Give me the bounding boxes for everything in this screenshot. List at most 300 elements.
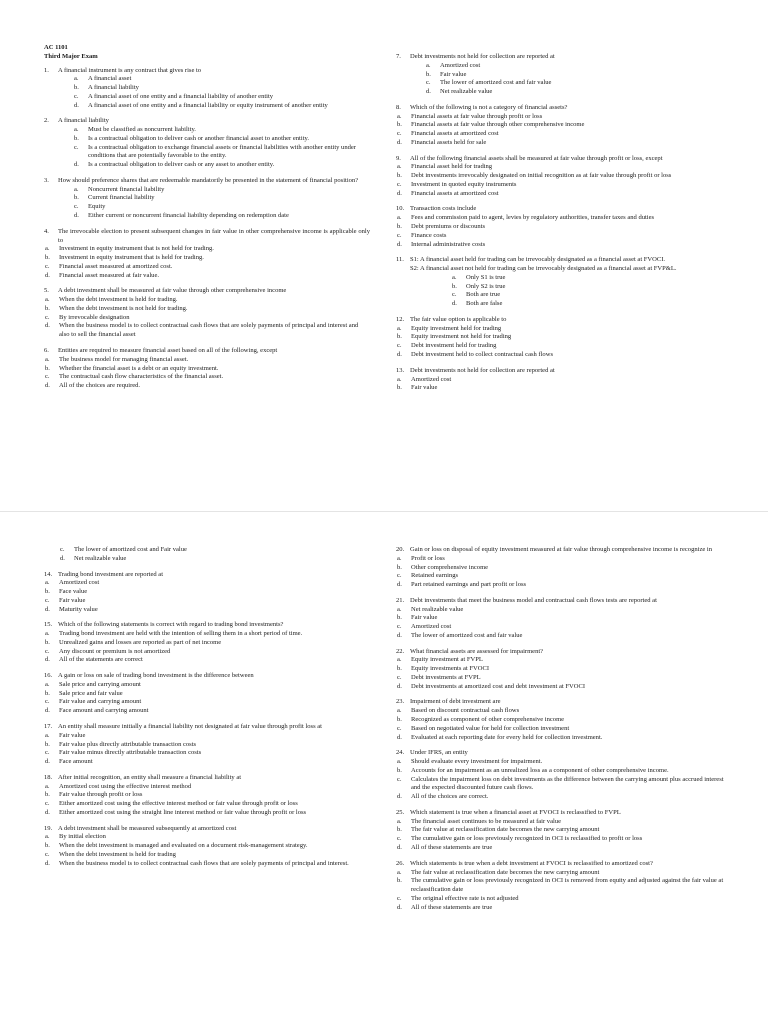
option-text: The fair value at reclassification date becomes the new carrying amount	[411, 868, 600, 876]
option-text: Either amortized cost using the straight line interest method or fair value through profit or loss	[59, 808, 307, 816]
option-letter: b.	[397, 333, 402, 341]
page1-left-column	[44, 44, 370, 398]
option-text: When the business model is to collect contractual cash flows that are solely payments of principal and interest and also to sell the financial asset	[59, 322, 359, 339]
answer-option	[44, 851, 370, 860]
option-text: Amortized cost using the effective interest method	[59, 782, 192, 790]
answer-options	[44, 186, 370, 221]
answer-options	[396, 113, 726, 148]
option-text: All of these statements are true	[411, 903, 493, 911]
question-number: 9.	[396, 154, 401, 162]
option-letter: b.	[397, 877, 402, 885]
question-text: How should preference shares that are redeemable mandatorily be presented in the statement of financial position?	[58, 176, 359, 184]
option-text: Financial assets at amortized cost	[411, 189, 499, 197]
answer-option	[44, 758, 370, 767]
question-stem	[44, 571, 370, 580]
question-item	[396, 809, 726, 853]
option-letter: a.	[45, 782, 50, 790]
option-text: Retained earnings	[411, 572, 459, 580]
answer-option	[396, 274, 726, 283]
question-text: Which statement is true when a financial asset at FVOCI is reclassified to FVPL	[410, 808, 621, 816]
answer-options	[396, 376, 726, 394]
answer-option	[396, 113, 726, 122]
question-number: 26.	[396, 859, 405, 867]
answer-option	[44, 373, 370, 382]
option-letter: c.	[45, 749, 50, 757]
option-text: Calculates the impairment loss on debt investments as the difference between the carrying amount plus accrued interest and the expected discounted future cash flows.	[411, 775, 724, 792]
option-text: Fair value	[411, 384, 438, 392]
question-stem	[44, 774, 370, 783]
answer-option	[44, 296, 370, 305]
question-item	[44, 672, 370, 716]
option-letter: c.	[397, 835, 402, 843]
answer-option	[44, 272, 370, 281]
question-number: 23.	[396, 698, 405, 706]
answer-option	[44, 75, 370, 84]
option-letter: c.	[74, 92, 79, 100]
question-item	[44, 228, 370, 281]
option-text: Equity investments at FVOCI	[411, 665, 490, 673]
option-text: Both are true	[466, 291, 501, 299]
option-letter: d.	[397, 189, 402, 197]
question-number: 2.	[44, 117, 49, 125]
answer-option	[44, 186, 370, 195]
option-text: Either current or noncurrent financial liability depending on redemption date	[88, 212, 289, 220]
question-text: What financial assets are assessed for impairment?	[410, 647, 544, 655]
option-letter: b.	[74, 194, 79, 202]
option-letter: d.	[397, 631, 402, 639]
option-letter: d.	[397, 240, 402, 248]
answer-option	[44, 126, 370, 135]
option-text: Is a contractual obligation to deliver cash or any asset to another entity.	[88, 161, 275, 169]
option-letter: d.	[397, 682, 402, 690]
answer-options	[396, 758, 726, 802]
option-letter: d.	[426, 88, 431, 96]
answer-option	[396, 181, 726, 190]
answer-option	[396, 172, 726, 181]
option-letter: d.	[45, 859, 50, 867]
option-text: Unrealized gains and losses are reported as part of net income	[59, 638, 222, 646]
answer-options	[396, 274, 726, 309]
option-letter: d.	[397, 350, 402, 358]
option-letter: d.	[74, 101, 79, 109]
option-text: Fair value	[59, 596, 86, 604]
option-letter: c.	[74, 143, 79, 151]
answer-option	[396, 88, 726, 97]
answer-option	[44, 597, 370, 606]
option-letter: a.	[45, 355, 50, 363]
option-letter: a.	[397, 605, 402, 613]
answer-option	[396, 877, 726, 895]
question-list	[44, 546, 370, 869]
question-number: 3.	[44, 176, 49, 184]
option-letter: b.	[397, 223, 402, 231]
answer-option	[396, 818, 726, 827]
option-text: The lower of amortized cost and fair value	[440, 79, 552, 87]
option-letter: d.	[397, 733, 402, 741]
question-stem	[396, 316, 726, 325]
option-letter: b.	[45, 842, 50, 850]
answer-option	[396, 614, 726, 623]
option-text: Debt investments at amortized cost and debt investment at FVOCI	[411, 682, 586, 690]
answer-option	[396, 351, 726, 360]
answer-option	[44, 365, 370, 374]
option-text: Equity	[88, 203, 106, 211]
option-letter: c.	[397, 231, 402, 239]
option-letter: b.	[397, 766, 402, 774]
question-number: 12.	[396, 315, 405, 323]
question-number: 21.	[396, 596, 405, 604]
question-list	[396, 53, 726, 393]
question-item	[396, 749, 726, 802]
option-text: When the debt investment is not held for trading.	[59, 304, 188, 312]
answer-option	[44, 212, 370, 221]
option-text: Financial assets at amortized cost	[411, 130, 499, 138]
option-text: Financial asset measured at amortized cost.	[59, 262, 173, 270]
answer-option	[396, 163, 726, 172]
option-letter: a.	[45, 296, 50, 304]
answer-option	[44, 84, 370, 93]
question-item	[396, 53, 726, 97]
question-stem	[396, 698, 726, 707]
option-text: Equity investment at FVPL	[411, 656, 483, 664]
question-stem	[44, 287, 370, 296]
question-stem	[44, 228, 370, 246]
answer-options	[396, 656, 726, 691]
option-text: All of the choices are required.	[59, 382, 141, 390]
option-letter: a.	[397, 554, 402, 562]
option-text: The business model for managing financial asset.	[59, 355, 189, 363]
answer-option	[44, 254, 370, 263]
question-item	[396, 597, 726, 641]
option-letter: a.	[45, 833, 50, 841]
option-text: Net realizable value	[411, 605, 464, 613]
option-letter: d.	[45, 322, 50, 330]
answer-option	[44, 245, 370, 254]
page1-right-column	[396, 53, 726, 400]
option-text: Fair value	[411, 614, 438, 622]
option-letter: a.	[74, 75, 79, 83]
option-text: Must be classified as noncurrent liability.	[88, 126, 196, 134]
option-letter: a.	[397, 324, 402, 332]
option-letter: c.	[45, 596, 50, 604]
option-text: Amortized cost	[59, 579, 100, 587]
answer-option	[44, 800, 370, 809]
answer-option	[396, 665, 726, 674]
answer-options	[396, 606, 726, 641]
answer-option	[44, 194, 370, 203]
option-letter: d.	[397, 138, 402, 146]
option-text: Debt investment held to collect contractual cash flows	[411, 350, 553, 358]
answer-options	[44, 630, 370, 665]
option-letter: c.	[397, 724, 402, 732]
question-text: Under IFRS, an entity	[410, 749, 468, 757]
option-text: Face value	[59, 588, 88, 596]
question-number: 8.	[396, 103, 401, 111]
option-text: Fees and commission paid to agent, levies by regulatory authorities, transfer taxes and duties	[411, 214, 655, 222]
question-item	[396, 860, 726, 913]
option-text: Any discount or premium is not amortized	[59, 647, 171, 655]
question-text: Debt investments that meet the business model and contractual cash flows tests are reported at	[410, 596, 657, 604]
option-letter: c.	[45, 850, 50, 858]
option-text: Financial asset held for trading	[411, 163, 493, 171]
answer-options	[396, 163, 726, 198]
option-letter: b.	[45, 588, 50, 596]
question-text: An entity shall measure initially a financial liability not designated at fair value through profit loss at	[58, 723, 322, 731]
answer-option	[44, 606, 370, 615]
answer-option	[396, 835, 726, 844]
question-text: Trading bond investment are reported at	[58, 570, 164, 578]
option-text: Profit or loss	[411, 554, 445, 562]
option-letter: c.	[45, 647, 50, 655]
option-letter: b.	[397, 665, 402, 673]
question-stem	[396, 367, 726, 376]
question-item	[44, 621, 370, 665]
option-letter: b.	[45, 638, 50, 646]
option-text: Internal administrative costs	[411, 240, 486, 248]
option-letter: c.	[397, 673, 402, 681]
option-text: Based on discount contractual cash flows	[411, 707, 520, 715]
answer-option	[396, 376, 726, 385]
question-stem	[44, 825, 370, 834]
answer-option	[396, 734, 726, 743]
answer-options	[44, 732, 370, 767]
option-letter: a.	[397, 868, 402, 876]
question-text: Which statements is true when a debt investment at FVOCI is reclassified to amortized cost?	[410, 859, 653, 867]
answer-option	[44, 656, 370, 665]
question-stem	[396, 648, 726, 657]
option-text: Part retained earnings and part profit or loss	[411, 581, 527, 589]
question-stem	[396, 860, 726, 869]
question-number: 17.	[44, 723, 53, 731]
option-text: Financial asset measured at fair value.	[59, 271, 159, 279]
option-letter: a.	[74, 126, 79, 134]
answer-options	[44, 783, 370, 818]
answer-option	[44, 732, 370, 741]
answer-option	[44, 382, 370, 391]
answer-option	[44, 322, 370, 340]
answer-option	[396, 291, 726, 300]
option-text: The lower of amortized cost and Fair value	[74, 546, 187, 553]
answer-option	[44, 135, 370, 144]
question-item	[396, 205, 726, 249]
option-text: By initial election	[59, 833, 106, 841]
answer-option	[396, 283, 726, 292]
answer-option	[396, 232, 726, 241]
option-letter: a.	[397, 817, 402, 825]
question-item	[396, 155, 726, 199]
question-stem	[396, 205, 726, 214]
answer-option	[396, 632, 726, 641]
answer-option	[396, 325, 726, 334]
option-text: The financial asset continues to be measured at fair value	[411, 817, 561, 825]
option-text: A financial asset	[88, 75, 132, 83]
answer-option	[396, 190, 726, 199]
answer-options	[396, 818, 726, 853]
answer-options	[396, 62, 726, 97]
answer-option	[396, 333, 726, 342]
question-stem	[396, 597, 726, 606]
question-item	[396, 256, 726, 309]
option-text: When the debt investment is held for trading	[59, 850, 176, 858]
option-text: The cumulative gain or loss previously recognized in OCI is reclassified to profit or loss	[411, 835, 643, 843]
option-letter: a.	[397, 112, 402, 120]
option-text: The lower of amortized cost and fair value	[411, 631, 523, 639]
answer-option	[44, 833, 370, 842]
option-text: Both are false	[466, 300, 503, 308]
question-item	[44, 287, 370, 340]
option-text: Accounts for an impairment as an unrealized loss as a component of other comprehensive income.	[411, 766, 669, 774]
option-text: Debt investments at FVPL	[411, 673, 481, 681]
option-text: Investment in equity instrument that is held for trading.	[59, 254, 204, 262]
answer-option	[44, 842, 370, 851]
answer-options	[396, 869, 726, 913]
answer-option	[396, 725, 726, 734]
answer-option	[44, 783, 370, 792]
option-text: A financial asset of one entity and a financial liability of another entity	[88, 92, 274, 100]
question-text: The irrevocable election to present subsequent changes in fair value in other comprehensive income is applicable only to	[58, 227, 370, 244]
question-stem	[44, 67, 370, 76]
option-text: Debt investments irrevocably designated on initial recognition as at fair value through profit or loss	[411, 172, 672, 180]
question-number: 7.	[396, 53, 401, 60]
answer-option	[44, 93, 370, 102]
answer-option	[396, 716, 726, 725]
question-item	[396, 316, 726, 360]
answer-options	[44, 75, 370, 110]
exam-header	[44, 44, 370, 62]
option-letter: b.	[397, 121, 402, 129]
question-stem	[396, 546, 726, 555]
answer-options	[44, 245, 370, 280]
option-text: Current financial liability	[88, 194, 155, 202]
option-text: The cumulative gain or loss previously recognized in OCI is removed from equity and adjusted against the fair value at reclassification date	[411, 877, 724, 894]
option-text: Maturity value	[59, 605, 98, 613]
question-item	[44, 571, 370, 615]
answer-option	[44, 707, 370, 716]
option-text: Fair value plus directly attributable transaction costs	[59, 740, 197, 748]
option-text: Sale price and fair value	[59, 689, 123, 697]
option-letter: c.	[45, 698, 50, 706]
option-text: The original effective rate is not adjusted	[411, 894, 519, 902]
option-text: Sale price and carrying amount	[59, 680, 141, 688]
question-text: A financial instrument is any contract that gives rise to	[58, 66, 202, 74]
answer-option	[44, 161, 370, 170]
option-letter: d.	[74, 212, 79, 220]
answer-option	[44, 546, 370, 555]
page2-left-column	[44, 546, 370, 876]
option-text: Amortized cost	[411, 623, 452, 631]
answer-option	[396, 342, 726, 351]
answer-option	[44, 203, 370, 212]
option-text: Should evaluate every investment for impairment.	[411, 758, 543, 766]
option-text: A financial liability	[88, 84, 139, 92]
option-letter: d.	[397, 843, 402, 851]
answer-option	[396, 674, 726, 683]
option-letter: c.	[74, 203, 79, 211]
answer-option	[396, 904, 726, 913]
question-stem	[44, 723, 370, 732]
question-number: 13.	[396, 366, 405, 374]
option-text: Debt investment held for trading	[411, 342, 497, 350]
answer-options	[396, 325, 726, 360]
answer-option	[44, 681, 370, 690]
question-item	[44, 774, 370, 818]
option-text: Other comprehensive income	[411, 563, 489, 571]
exam-title: Third Major Exam	[44, 52, 98, 60]
question-text: After initial recognition, an entity shall measure a financial liability at	[58, 773, 242, 781]
question-number: 11.	[396, 256, 404, 264]
option-text: Face amount	[59, 758, 93, 766]
question-number: 16.	[44, 672, 53, 680]
option-letter: d.	[45, 605, 50, 613]
question-number: 14.	[44, 570, 53, 578]
option-letter: b.	[426, 70, 431, 78]
option-letter: a.	[426, 61, 431, 69]
option-text: The fair value at reclassification date becomes the new carrying amount	[411, 826, 600, 834]
option-text: Fair value	[59, 731, 86, 739]
option-letter: b.	[45, 689, 50, 697]
question-stem	[44, 117, 370, 126]
answer-options	[44, 681, 370, 716]
option-letter: c.	[397, 775, 402, 783]
question-number: 18.	[44, 773, 53, 781]
answer-option	[44, 102, 370, 111]
option-text: Is a contractual obligation to exchange financial assets or financial liabilities with another entity under conditions that are potentially favorable to the entity.	[88, 143, 356, 160]
question-text: Which of the following is not a category of financial assets?	[410, 103, 568, 111]
question-stem	[396, 809, 726, 818]
option-text: Evaluated at each reporting date for every held for collection investment.	[411, 733, 603, 741]
question-number: 22.	[396, 647, 405, 655]
option-letter: a.	[397, 707, 402, 715]
question-stem	[44, 347, 370, 356]
question-text: Debt investments not held for collection are reported at	[410, 366, 555, 374]
answer-option	[44, 588, 370, 597]
option-letter: c.	[45, 800, 50, 808]
option-text: A financial asset of one entity and a financial liability or equity instrument of another entity	[88, 101, 328, 109]
option-text: Investment in quoted equity instruments	[411, 180, 517, 188]
question-text: Debt investments not held for collection are reported at	[410, 53, 555, 60]
answer-options	[44, 126, 370, 170]
option-text: Trading bond investment are held with the intention of selling them in a short period of time.	[59, 630, 303, 638]
option-text: Noncurrent financial liability	[88, 185, 165, 193]
question-text: A debt investment shall be measured at fair value through other comprehensive income	[58, 287, 287, 295]
option-letter: a.	[45, 245, 50, 253]
answer-option	[396, 384, 726, 393]
answer-option	[44, 579, 370, 588]
option-letter: c.	[397, 342, 402, 350]
question-text: Transaction costs include	[410, 205, 477, 213]
option-text: When the debt investment is managed and evaluated on a document risk-management strategy.	[59, 842, 308, 850]
question-item	[44, 67, 370, 111]
question-stem	[396, 53, 726, 62]
option-text: By irrevocable designation	[59, 313, 130, 321]
answer-option	[396, 707, 726, 716]
answer-options	[44, 833, 370, 868]
answer-option	[396, 555, 726, 564]
question-stem	[396, 104, 726, 113]
option-letter: c.	[45, 373, 50, 381]
question-text: The fair value option is applicable to	[410, 315, 507, 323]
option-letter: a.	[452, 273, 457, 281]
question-number: 25.	[396, 808, 405, 816]
option-text: Fair value minus directly attributable transaction costs	[59, 749, 202, 757]
option-text: Only S1 is true	[466, 273, 506, 281]
option-text: Either amortized cost using the effective interest method or fair value through profit or loss	[59, 800, 298, 808]
option-text: Is a contractual obligation to deliver cash or another financial asset to another entity.	[88, 134, 309, 142]
question-number: 1.	[44, 66, 49, 74]
question-stem	[44, 672, 370, 681]
answer-option	[44, 690, 370, 699]
option-letter: c.	[452, 291, 457, 299]
